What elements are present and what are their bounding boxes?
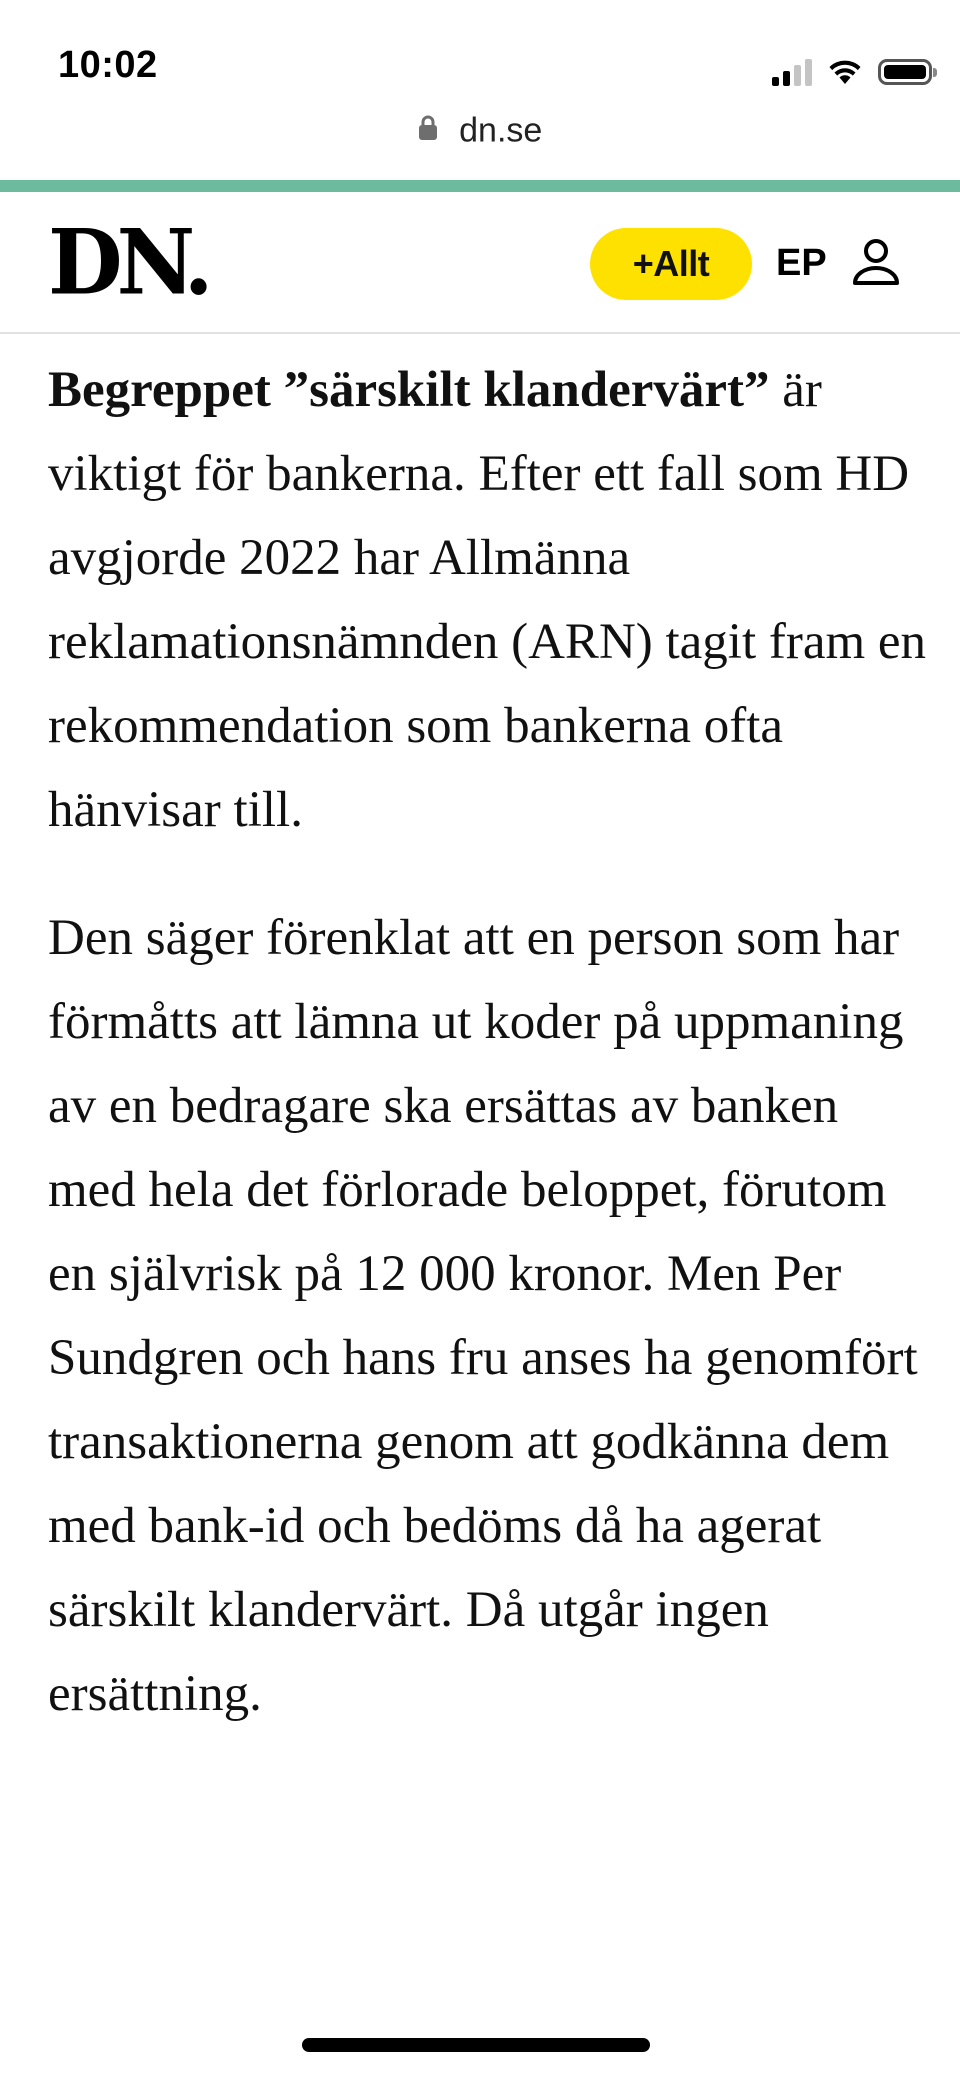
article-paragraph bbox=[48, 348, 928, 852]
wifi-icon bbox=[826, 56, 864, 86]
lock-icon bbox=[418, 115, 438, 141]
article-paragraph: Den säger förenklat att en person som har förmåtts att lämna ut koder på uppmaning av en bedragare ska ersättas av banken med hela det förlorade beloppet, förutom en självrisk på 12 000 kronor. Men Per Sundgren och hans fru anses ha genomfört transaktionerna genom att godkänna dem med bank-id och bedöms då ha agerat särskilt klandervärt. Då utgår ingen ersättning. bbox=[48, 910, 918, 1722]
user-icon[interactable] bbox=[850, 236, 902, 288]
site-header bbox=[0, 192, 960, 334]
accent-line bbox=[0, 180, 960, 192]
status-icons bbox=[772, 52, 932, 86]
article-body bbox=[48, 348, 928, 1780]
cellular-signal-icon bbox=[772, 58, 812, 86]
status-bar bbox=[0, 0, 960, 110]
user-initials[interactable]: EP bbox=[776, 242, 827, 284]
dn-logo[interactable]: DN. bbox=[48, 209, 208, 316]
url-bar[interactable] bbox=[0, 110, 960, 151]
paragraph-lead: Begreppet ”särskilt klandervärt” bbox=[48, 362, 770, 418]
home-indicator[interactable] bbox=[302, 2038, 650, 2052]
allt-button[interactable]: +Allt bbox=[590, 228, 752, 300]
paragraph-text: är viktigt för bankerna. Efter ett fall som HD avgjorde 2022 har Allmänna reklamationsnämnden (ARN) tagit fram en rekommendation som bankerna ofta hänvisar till. bbox=[48, 362, 927, 838]
url-text: dn.se bbox=[459, 111, 543, 150]
status-time: 10:02 bbox=[58, 44, 158, 86]
battery-icon bbox=[878, 59, 932, 85]
